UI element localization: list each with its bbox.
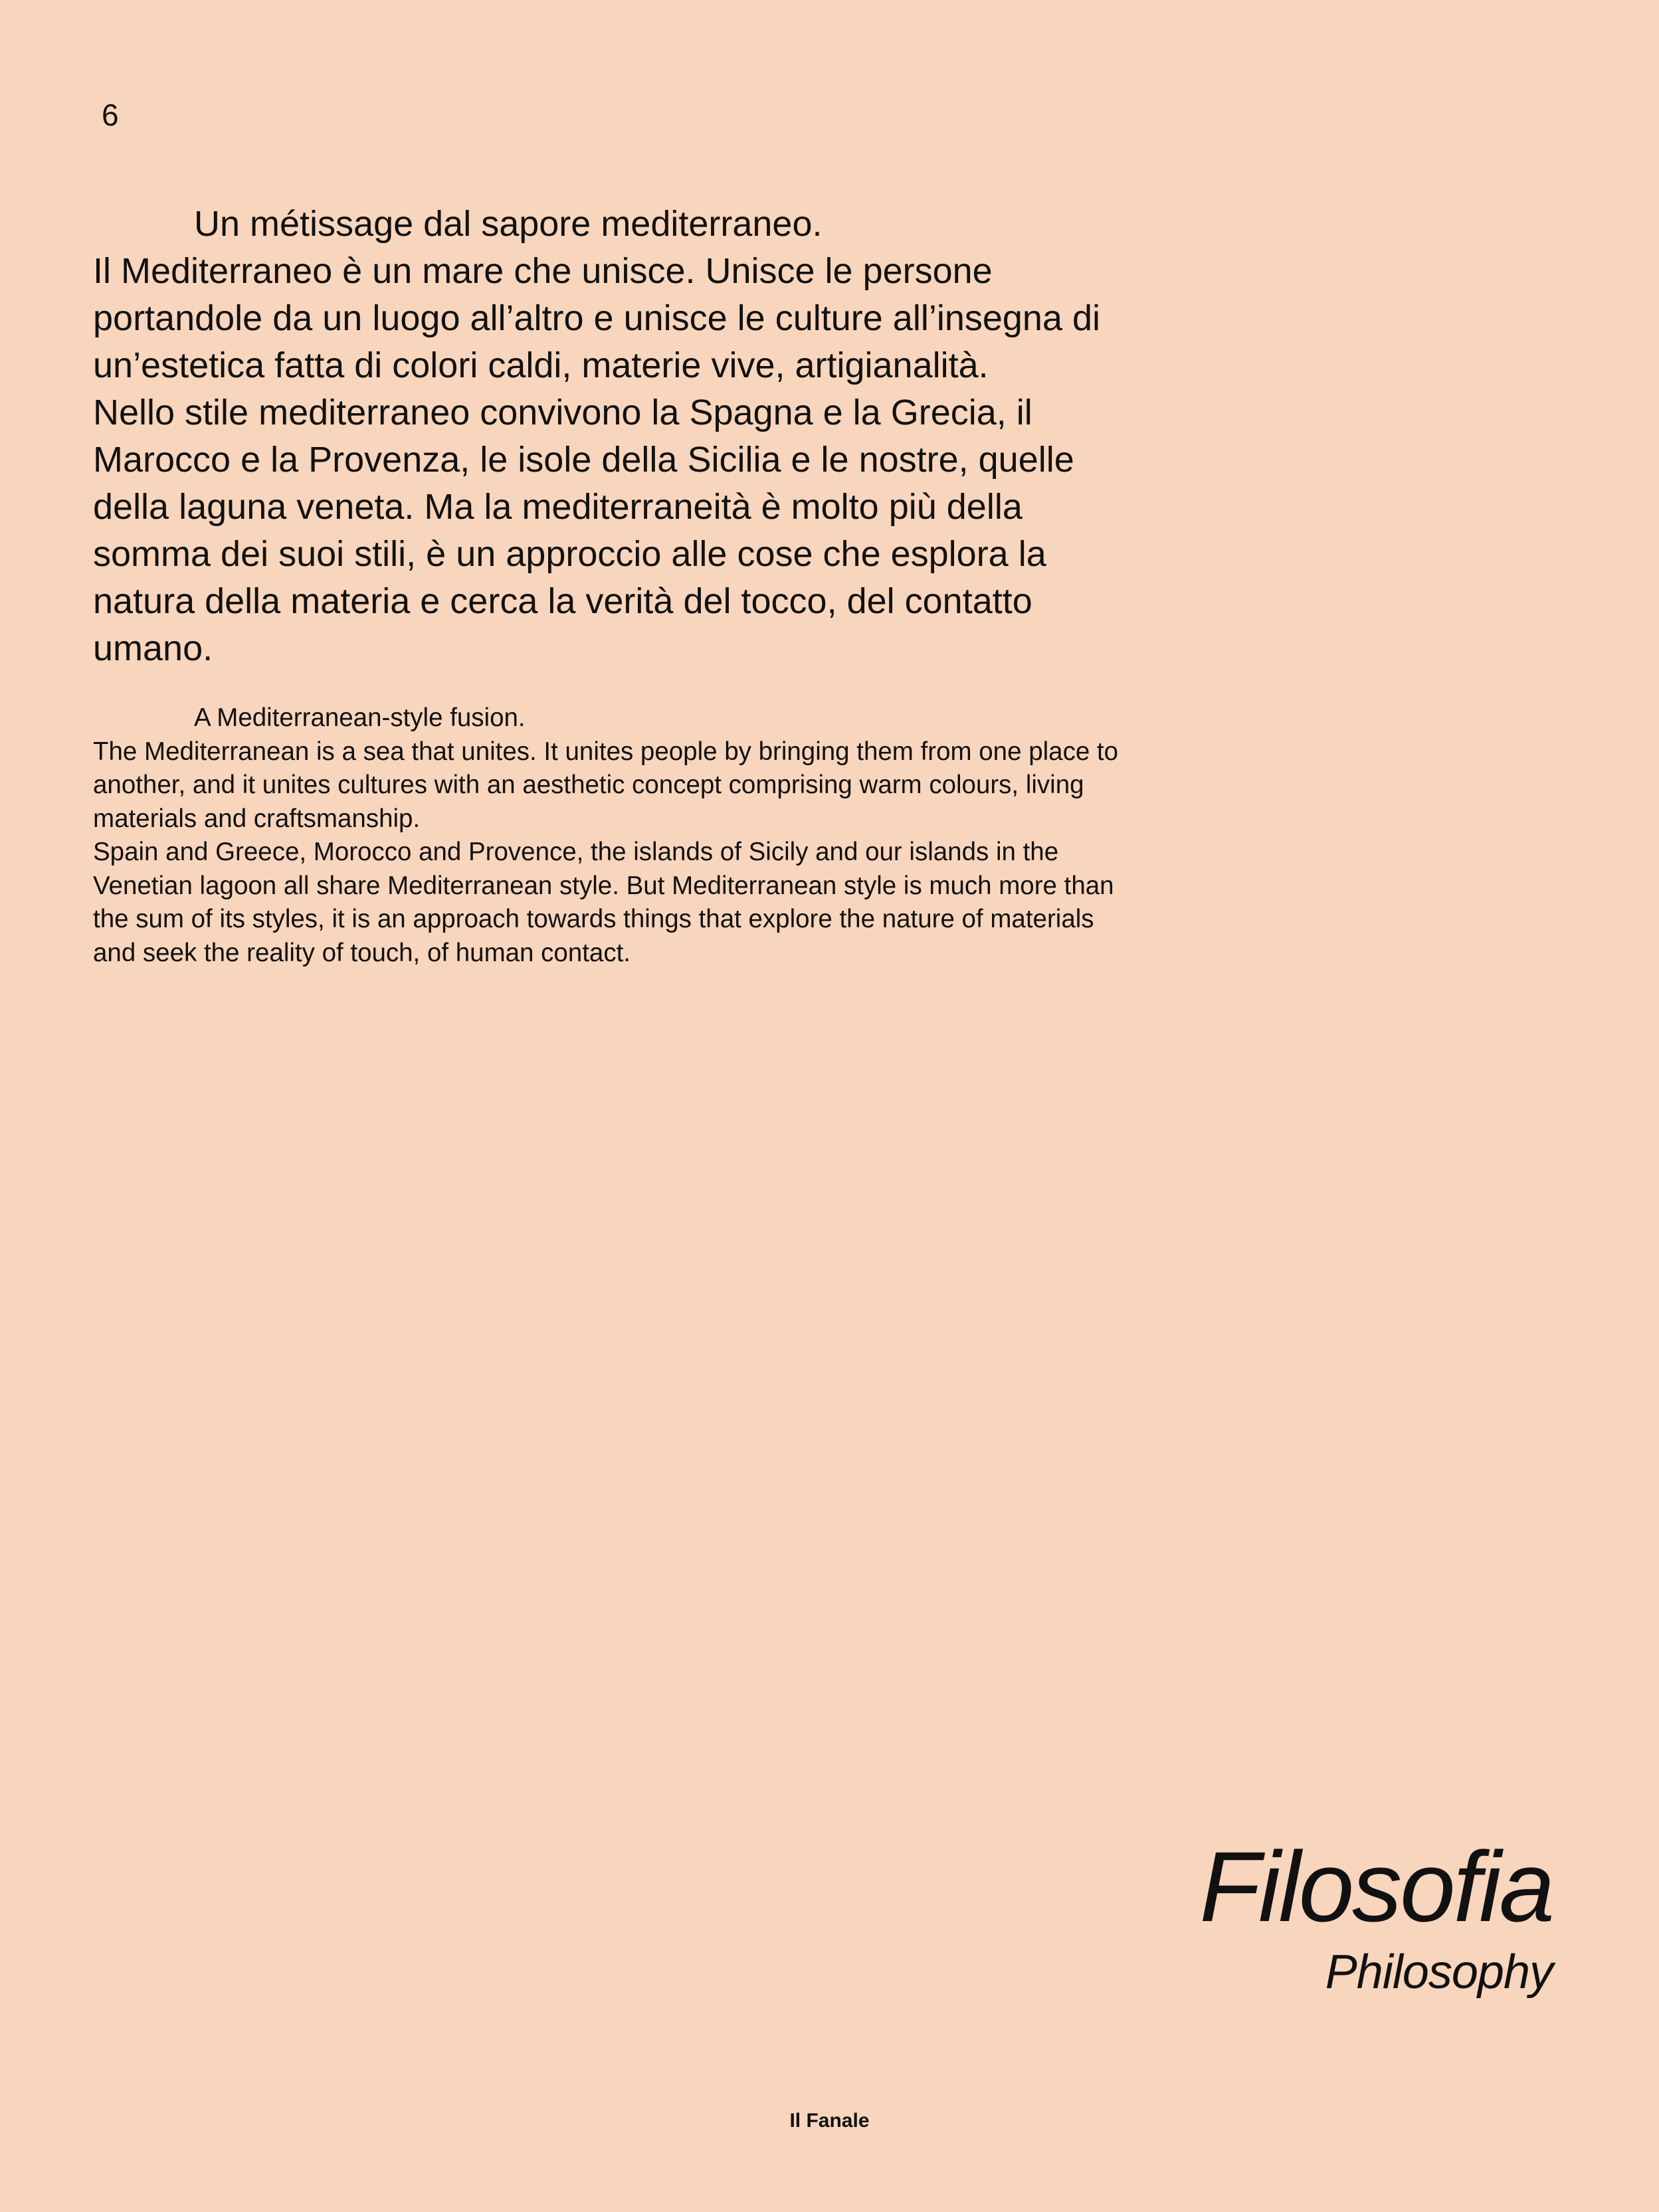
english-line: Spain and Greece, Morocco and Provence, the islands of Sicily and our islands in the (93, 838, 1059, 866)
section-subtitle: Philosophy (1325, 1946, 1553, 1999)
english-line: another, and it unites cultures with an aesthetic concept comprising warm colours, living (93, 771, 1084, 799)
italian-line: natura della materia e cerca la verità del tocco, del contatto (93, 581, 1032, 621)
italian-line: umano. (93, 628, 213, 668)
italian-line: della laguna veneta. Ma la mediterraneità è molto più della (93, 487, 1023, 527)
english-line: materials and craftsmanship. (93, 804, 421, 833)
italian-line: un’estetica fatta di colori caldi, materie vive, artigianalità. (93, 345, 989, 385)
english-paragraph (93, 701, 1236, 970)
italian-heading: Un métissage dal sapore mediterraneo. (194, 204, 823, 244)
italian-line: Nello stile mediterraneo convivono la Spagna e la Grecia, il (93, 393, 1032, 432)
section-title: Filosofia (1199, 1831, 1553, 1942)
english-line: The Mediterranean is a sea that unites. It unites people by bringing them from one place to (93, 737, 1119, 766)
english-heading: A Mediterranean-style fusion. (194, 703, 526, 732)
italian-line: portandole da un luogo all’altro e unisce le culture all’insegna di (93, 298, 1101, 338)
italian-line: somma dei suoi stili, è un approccio alle cose che esplora la (93, 534, 1046, 574)
italian-line: Il Mediterraneo è un mare che unisce. Unisce le persone (93, 251, 993, 291)
english-line: and seek the reality of touch, of human contact. (93, 938, 631, 967)
italian-line: Marocco e la Provenza, le isole della Sicilia e le nostre, quelle (93, 440, 1074, 480)
footer-brand: Il Fanale (789, 2110, 870, 2132)
section-title-block (1199, 1831, 1553, 1999)
english-line: Venetian lagoon all share Mediterranean style. But Mediterranean style is much more than (93, 871, 1114, 900)
italian-paragraph (93, 201, 1236, 672)
english-line: the sum of its styles, it is an approach towards things that explore the nature of materials (93, 905, 1094, 933)
page-number: 6 (102, 98, 119, 132)
